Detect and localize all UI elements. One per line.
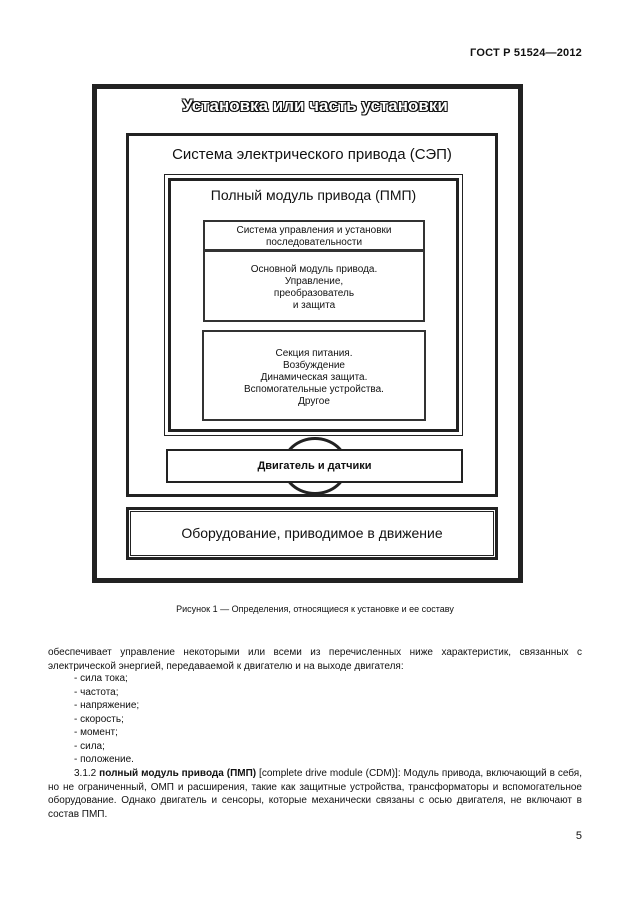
motor-sensors-box: Двигатель и датчики bbox=[166, 449, 463, 483]
power-section-line: Вспомогательные устройства. bbox=[244, 384, 384, 395]
basic-module-line: Основной модуль привода. bbox=[250, 264, 378, 275]
control-system-box bbox=[203, 220, 425, 251]
sep-title: Система электрического привода (СЭП) bbox=[172, 146, 452, 163]
driven-equipment-label: Оборудование, приводимое в движение bbox=[130, 511, 494, 556]
list-item: - напряжение; bbox=[74, 700, 140, 711]
paragraph-definition bbox=[48, 767, 582, 821]
list-item: - сила тока; bbox=[74, 673, 128, 684]
basic-module-line: и защита bbox=[292, 300, 336, 311]
basic-drive-module-box bbox=[203, 250, 425, 322]
list-item: - сила; bbox=[74, 740, 105, 752]
power-section-line: Секция питания. bbox=[275, 348, 353, 359]
installation-title: Установка или часть установки bbox=[182, 96, 448, 115]
power-section-box bbox=[202, 330, 426, 421]
figure-caption: Рисунок 1 — Определения, относящиеся к установке и ее составу bbox=[176, 604, 454, 614]
basic-module-line: преобразователь bbox=[273, 288, 355, 299]
document-standard-number: ГОСТ Р 51524—2012 bbox=[470, 47, 582, 59]
power-section-line: Другое bbox=[298, 396, 330, 407]
list-item: - положение. bbox=[74, 754, 134, 765]
basic-module-line: Управление, bbox=[284, 276, 344, 287]
list-item: - скорость; bbox=[74, 713, 124, 725]
definition-text: [complete drive module (CDM)]: Модуль привода, включающий в себя, но не ограниченный, ОМП и расширения, такие как защитные устройства, трансформаторы и вспомогательное оборудование. Однако двигатель и сенсоры, которые механически связаны с осью двигателя, не включают в состав ПМП. bbox=[48, 768, 582, 820]
control-line: последовательности bbox=[265, 237, 363, 248]
pmp-title: Полный модуль привода (ПМП) bbox=[210, 187, 417, 203]
characteristics-list bbox=[74, 672, 474, 767]
clause-number: 3.1.2 bbox=[74, 768, 100, 779]
list-item: - момент; bbox=[74, 727, 118, 738]
power-section-line: Динамическая защита. bbox=[260, 372, 368, 383]
page-number: 5 bbox=[575, 830, 582, 842]
control-line: Система управления и установки bbox=[236, 225, 392, 236]
list-item: - частота; bbox=[74, 686, 119, 698]
paragraph-intro: обеспечивает управление некоторыми или всеми из перечисленных ниже характеристик, связанных с электрической энергией, передаваемой к двигателю и на выходе двигателя: bbox=[48, 647, 582, 672]
power-section-line: Возбуждение bbox=[283, 360, 345, 371]
defined-term: полный модуль привода (ПМП) bbox=[99, 768, 257, 779]
